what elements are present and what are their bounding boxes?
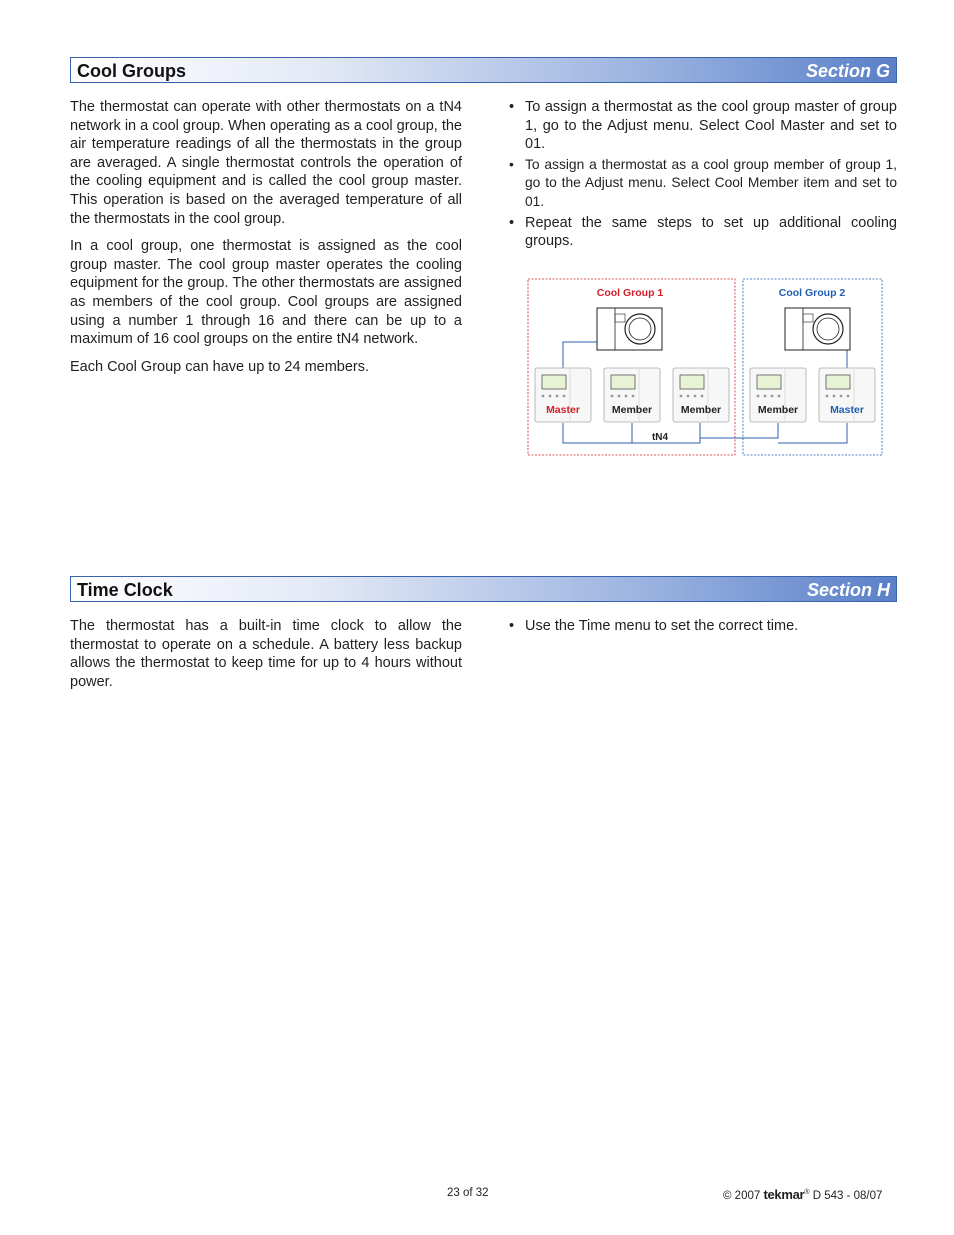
cool-groups-paragraph: In a cool group, one thermostat is assigned as the cool group master. The cool group master operates the cooling equipment for the group. The other thermostats are assigned as members of the cool group. Cool groups are assigned using a number 1 through 16 and there can be up to a maximum of 16 cool groups on the entire tN4 network. [70, 238, 462, 348]
cool-groups-left-column [70, 98, 462, 385]
cool-group-2-boundary [743, 279, 882, 455]
group1-master-wire [563, 342, 597, 368]
time-clock-paragraph: The thermostat has a built-in time clock to allow the thermostat to operate on a schedule. A battery less backup allows the thermostat to keep time for up to 4 hours without power. [70, 618, 462, 690]
list-item: • Use the Time menu to set the correct time. [506, 617, 897, 636]
cool-groups-header-bar [70, 57, 897, 83]
time-clock-bullet-list [506, 617, 897, 636]
cool-group-diagram [527, 278, 885, 458]
time-clock-left-column [70, 617, 462, 700]
section-h-label: Section H [806, 580, 890, 600]
cool-groups-paragraph: The thermostat can operate with other thermostats on a tN4 network in a cool group. When operating as a cool group, the air temperature readings of all the thermostats in the group are averaged. A single thermostat controls the operation of the cooling equipment and is called the cool group master. This operation is based on the averaged temperature of all the thermostats in the cool group. [70, 99, 462, 227]
time-clock-title: Time Clock [77, 580, 173, 600]
cool-groups-paragraph: Each Cool Group can have up to 24 members. [70, 358, 370, 375]
ac-unit-icon [785, 308, 850, 350]
thermostat-role-label: Master [830, 404, 864, 416]
thermostat-role-label: Master [546, 404, 580, 416]
thermostat-role-label: Member [611, 404, 653, 416]
page-number: 23 of 32 [447, 1187, 489, 1199]
tn4-bus-wire-ext [700, 423, 778, 438]
cool-groups-bullet-list [506, 98, 897, 251]
cool-groups-title: Cool Groups [77, 61, 186, 81]
ac-unit-icon [597, 308, 662, 350]
registered-mark: ® [804, 1189, 810, 1197]
cool-group-1-label: Cool Group 1 [596, 287, 664, 299]
footer-copyright [723, 1187, 882, 1202]
list-item: • To assign a thermostat as a cool group member of group 1, go to the Adjust menu. Select Cool Member item and set to 01. [506, 156, 897, 212]
time-clock-header-bar [70, 576, 897, 602]
copyright-text: © 2007 [723, 1190, 761, 1202]
section-g-label: Section G [805, 61, 890, 81]
time-clock-right-column [506, 617, 897, 638]
tn4-bus-label: tN4 [651, 432, 669, 443]
thermostat-role-label: Member [680, 404, 722, 416]
brand-logo: tekmar [763, 1187, 805, 1202]
thermostat-role-label: Member [757, 404, 799, 416]
list-item: • To assign a thermostat as the cool group master of group 1, go to the Adjust menu. Select Cool Master and set to 01. [506, 98, 897, 154]
cool-groups-right-column [506, 98, 897, 253]
cool-group-2-label: Cool Group 2 [778, 287, 846, 299]
document-code: D 543 - 08/07 [812, 1190, 883, 1202]
list-item: • Repeat the same steps to set up additional cooling groups. [506, 214, 897, 251]
